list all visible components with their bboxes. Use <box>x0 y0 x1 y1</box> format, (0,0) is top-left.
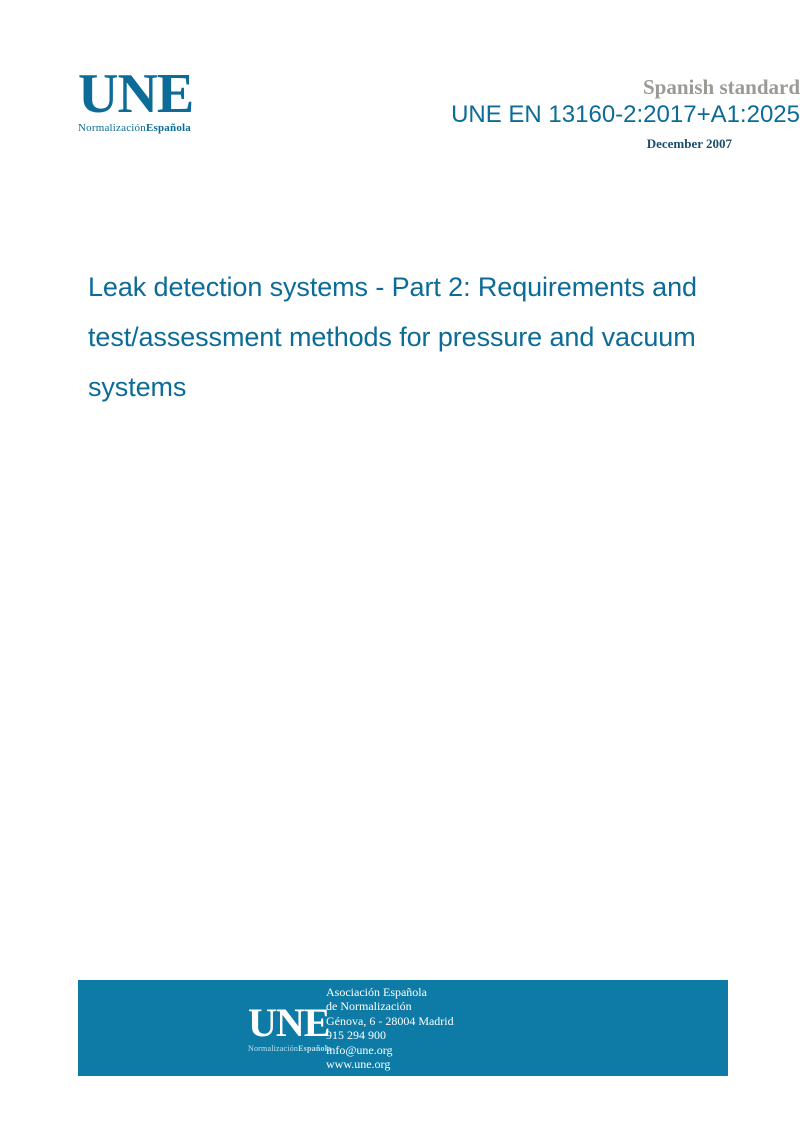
une-tagline-bold: Española <box>145 122 191 134</box>
standard-date: December 2007 <box>646 136 732 151</box>
une-tagline-footer <box>248 1043 332 1053</box>
footer-band <box>78 980 728 1076</box>
standard-kind: Spanish standard <box>643 75 800 99</box>
organization-website[interactable]: www.une.org <box>326 1057 391 1071</box>
organization-address: Génova, 6 - 28004 Madrid <box>326 1013 454 1028</box>
une-tagline-footer-bold: Española <box>298 1043 332 1053</box>
une-tagline-light: Normalización <box>78 122 146 134</box>
une-logo-header <box>78 63 208 134</box>
une-wordmark: UNE <box>78 63 194 125</box>
une-tagline <box>78 122 208 134</box>
footer-contact-block <box>326 985 454 1072</box>
standard-code: UNE EN 13160-2:2017+A1:2025 <box>451 101 800 128</box>
organization-phone: 915 294 900 <box>326 1028 386 1042</box>
une-wordmark-footer: UNE <box>248 999 330 1045</box>
organization-line-1: Asociación Española <box>326 984 427 999</box>
une-tagline-footer-light: Normalización <box>248 1043 299 1053</box>
organization-email[interactable]: info@une.org <box>326 1042 393 1057</box>
standard-identification <box>280 74 800 154</box>
une-logo-footer <box>78 999 332 1053</box>
organization-line-2: de Normalización <box>326 999 412 1013</box>
page-title: Leak detection systems - Part 2: Requirements and test/assessment methods for pressure and vacuum systems <box>88 272 697 402</box>
